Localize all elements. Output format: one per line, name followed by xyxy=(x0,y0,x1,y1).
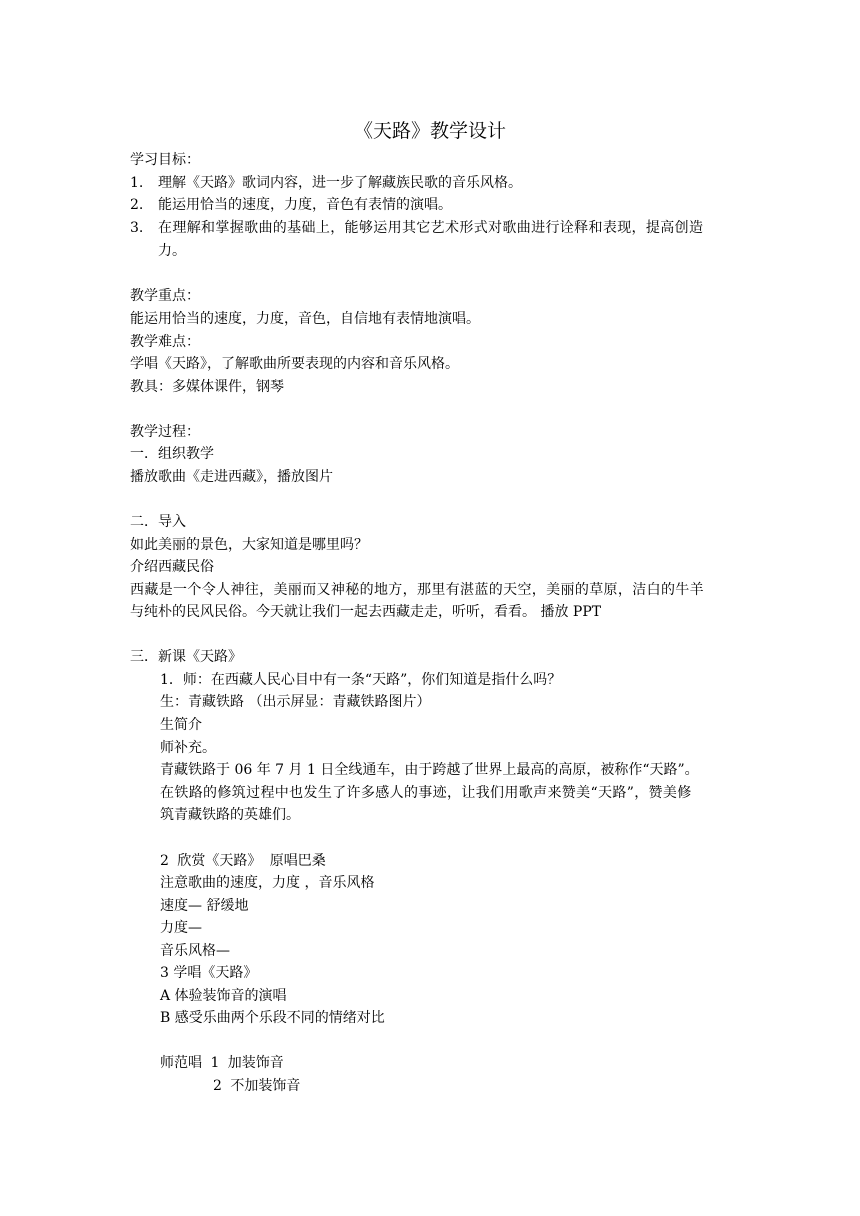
difficulty-text: 学唱《天路》，了解歌曲所要表现的内容和音乐风格。 xyxy=(130,356,459,372)
teacher-supplement: 师补充。 xyxy=(160,740,216,756)
music-style-label: 音乐风格— xyxy=(160,943,230,959)
student-answer: 生：青藏铁路 （出示屏显：青藏铁路图片） xyxy=(160,694,431,710)
objective-text: 能运用恰当的速度，力度，音色有表情的演唱。 xyxy=(158,197,452,213)
learn-singing-item-b: B 感受乐曲两个乐段不同的情绪对比 xyxy=(160,1010,385,1026)
process-heading: 教学过程： xyxy=(130,424,200,440)
learn-singing-heading: 3 学唱《天路》 xyxy=(160,965,258,981)
objectives-heading: 学习目标： xyxy=(130,152,200,168)
section-2-question: 如此美丽的景色，大家知道是哪里吗？ xyxy=(130,537,368,553)
section-3-heading: 三．新课《天路》 xyxy=(130,649,242,665)
key-point-heading: 教学重点： xyxy=(130,288,200,304)
appreciation-note: 注意歌曲的速度，力度 ，音乐风格 xyxy=(160,875,375,891)
section-2-heading: 二．导入 xyxy=(130,514,186,530)
objective-number: 3. xyxy=(130,220,144,236)
tempo-label: 速度— 舒缓地 xyxy=(160,898,249,914)
objective-text: 在理解和掌握歌曲的基础上，能够运用其它艺术形式对歌曲进行诠释和表现，提高创造 xyxy=(158,220,704,236)
difficulty-heading: 教学难点： xyxy=(130,334,200,350)
student-intro: 生简介 xyxy=(160,717,202,733)
objective-number: 1. xyxy=(130,175,144,191)
key-point-text: 能运用恰当的速度，力度，音色，自信地有表情地演唱。 xyxy=(130,311,480,327)
dynamics-label: 力度— xyxy=(160,920,202,936)
demo-singing-line-2: 2 不加装饰音 xyxy=(213,1078,301,1094)
appreciation-heading: 2 欣赏《天路》 原唱巴桑 xyxy=(160,853,326,869)
section-2-paragraph-line-2: 与纯朴的民风民俗。今天就让我们一起去西藏走走，听听，看看。 播放 PPT xyxy=(130,604,602,620)
learn-singing-item-a: A 体验装饰音的演唱 xyxy=(160,988,287,1004)
railway-paragraph-line-1: 青藏铁路于 06 年 7 月 1 日全线通车，由于跨越了世界上最高的高原，被称作“天路”。 xyxy=(160,762,699,778)
document-title: 《天路》教学设计 xyxy=(353,120,506,142)
objective-text-continued: 力。 xyxy=(158,243,186,259)
demo-singing-line-1: 师范唱 1 加装饰音 xyxy=(160,1055,284,1071)
railway-paragraph-line-2: 在铁路的修筑过程中也发生了许多感人的事迹，让我们用歌声来赞美“天路”，赞美修 xyxy=(160,785,692,801)
teacher-question: 1．师：在西藏人民心目中有一条“天路”，你们知道是指什么吗？ xyxy=(160,672,562,688)
section-1-heading: 一．组织教学 xyxy=(130,446,214,462)
section-1-text: 播放歌曲《走进西藏》，播放图片 xyxy=(130,469,333,485)
railway-paragraph-line-3: 筑青藏铁路的英雄们。 xyxy=(160,807,300,823)
objective-text: 理解《天路》歌词内容，进一步了解藏族民歌的音乐风格。 xyxy=(158,175,522,191)
teaching-tools: 教具：多媒体课件，钢琴 xyxy=(130,379,284,395)
section-2-paragraph-line-1: 西藏是一个令人神往，美丽而又神秘的地方，那里有湛蓝的天空，美丽的草原，洁白的牛羊 xyxy=(130,582,704,598)
objective-number: 2. xyxy=(130,197,144,213)
section-2-subheading: 介绍西藏民俗 xyxy=(130,559,214,575)
